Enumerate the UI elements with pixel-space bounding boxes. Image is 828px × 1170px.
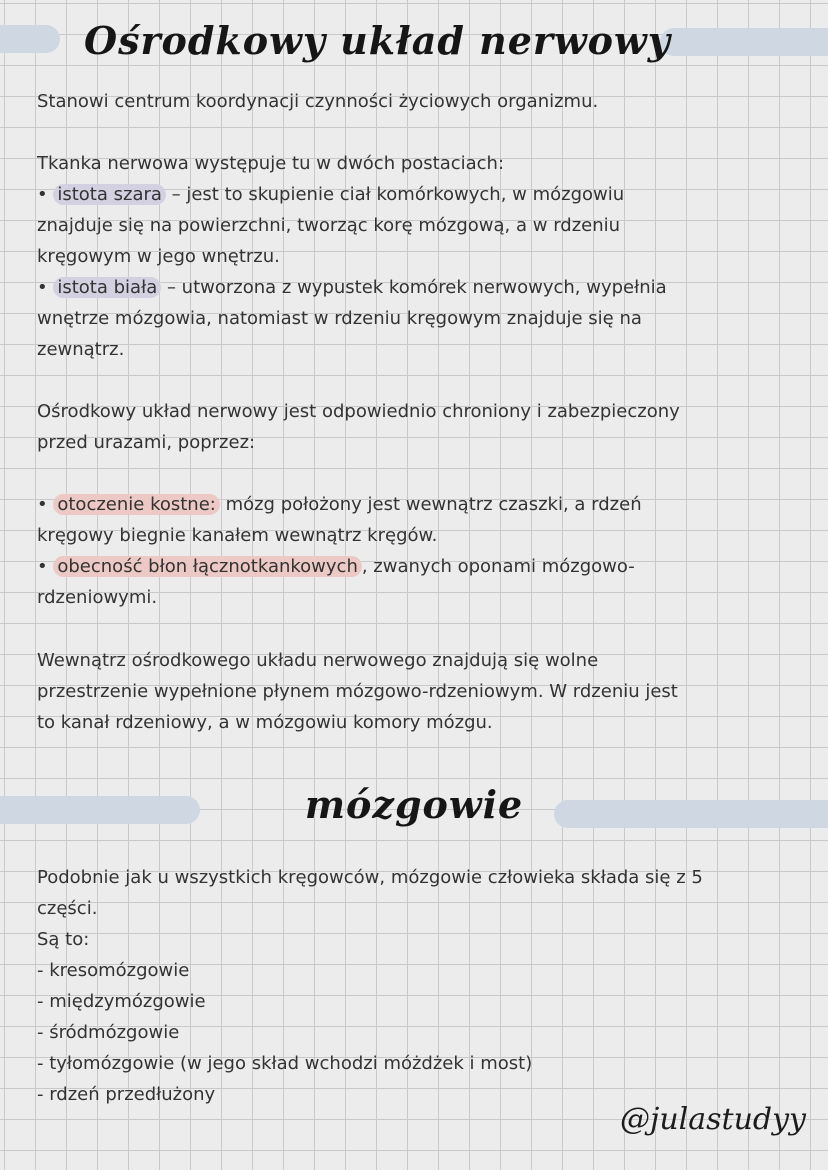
list-item	[37, 489, 797, 520]
highlight-white-matter: istota biała	[53, 277, 161, 298]
spaces-line-3: to kanał rdzeniowy, a w mózgowiu komory mózgu.	[37, 712, 493, 733]
bullet: •	[37, 556, 48, 577]
brain-section	[37, 862, 797, 1110]
list-item: - kresomózgowie	[37, 960, 190, 981]
membrane-line-2: rdzeniowymi.	[37, 587, 158, 608]
protection-line-2: przed urazami, poprzez:	[37, 432, 256, 453]
list-item	[37, 272, 797, 303]
protection-section	[37, 396, 797, 613]
membrane-text: , zwanych oponami mózgowo-	[361, 556, 635, 577]
list-item: - rdzeń przedłużony	[37, 1084, 216, 1105]
intro-paragraph	[37, 86, 797, 117]
spaces-line-2: przestrzenie wypełnione płynem mózgowo-rdzeniowym. W rdzeniu jest	[37, 681, 678, 702]
white-matter-line-2: wnętrze mózgowia, natomiast w rdzeniu kręgowym znajduje się na	[37, 308, 642, 329]
author-signature: @julastudyy	[620, 1102, 806, 1137]
page-title: Ośrodkowy układ nerwowy	[84, 18, 671, 63]
bullet: •	[37, 184, 48, 205]
brain-line-2: części.	[37, 898, 98, 919]
grey-matter-text: – jest to skupienie ciał komórkowych, w mózgowiu	[165, 184, 625, 205]
decorative-band-top-right	[660, 28, 828, 56]
bullet: •	[37, 494, 48, 515]
grey-matter-line-3: kręgowym w jego wnętrzu.	[37, 246, 280, 267]
grey-matter-line-2: znajduje się na powierzchni, tworząc korę mózgową, a w rdzeniu	[37, 215, 621, 236]
brain-list-intro: Są to:	[37, 929, 90, 950]
brain-line-1: Podobnie jak u wszystkich kręgowców, mózgowie człowieka składa się z 5	[37, 867, 703, 888]
bone-line-2: kręgowy biegnie kanałem wewnątrz kręgów.	[37, 525, 438, 546]
spaces-section	[37, 645, 797, 738]
white-matter-line-3: zewnątrz.	[37, 339, 125, 360]
decorative-band-top-left	[0, 25, 60, 53]
spaces-line-1: Wewnątrz ośrodkowego układu nerwowego znajdują się wolne	[37, 650, 599, 671]
list-item	[37, 551, 797, 582]
highlight-bone: otoczenie kostne:	[53, 494, 219, 515]
tissue-section	[37, 148, 797, 365]
white-matter-text: – utworzona z wypustek komórek nerwowych, wypełnia	[161, 277, 667, 298]
list-item: - śródmózgowie	[37, 1022, 180, 1043]
protection-line-1: Ośrodkowy układ nerwowy jest odpowiednio chroniony i zabezpieczony	[37, 401, 680, 422]
bullet: •	[37, 277, 48, 298]
highlight-grey-matter: istota szara	[53, 184, 166, 205]
highlight-membranes: obecność błon łącznotkankowych	[53, 556, 362, 577]
bone-text: mózg położony jest wewnątrz czaszki, a rdzeń	[219, 494, 642, 515]
section-title: mózgowie	[304, 782, 524, 827]
list-item: - tyłomózgowie (w jego skład wchodzi móżdżek i most)	[37, 1053, 533, 1074]
tissue-heading: Tkanka nerwowa występuje tu w dwóch postaciach:	[37, 153, 505, 174]
list-item	[37, 179, 797, 210]
intro-line: Stanowi centrum koordynacji czynności życiowych organizmu.	[37, 91, 599, 112]
list-item: - międzymózgowie	[37, 991, 206, 1012]
